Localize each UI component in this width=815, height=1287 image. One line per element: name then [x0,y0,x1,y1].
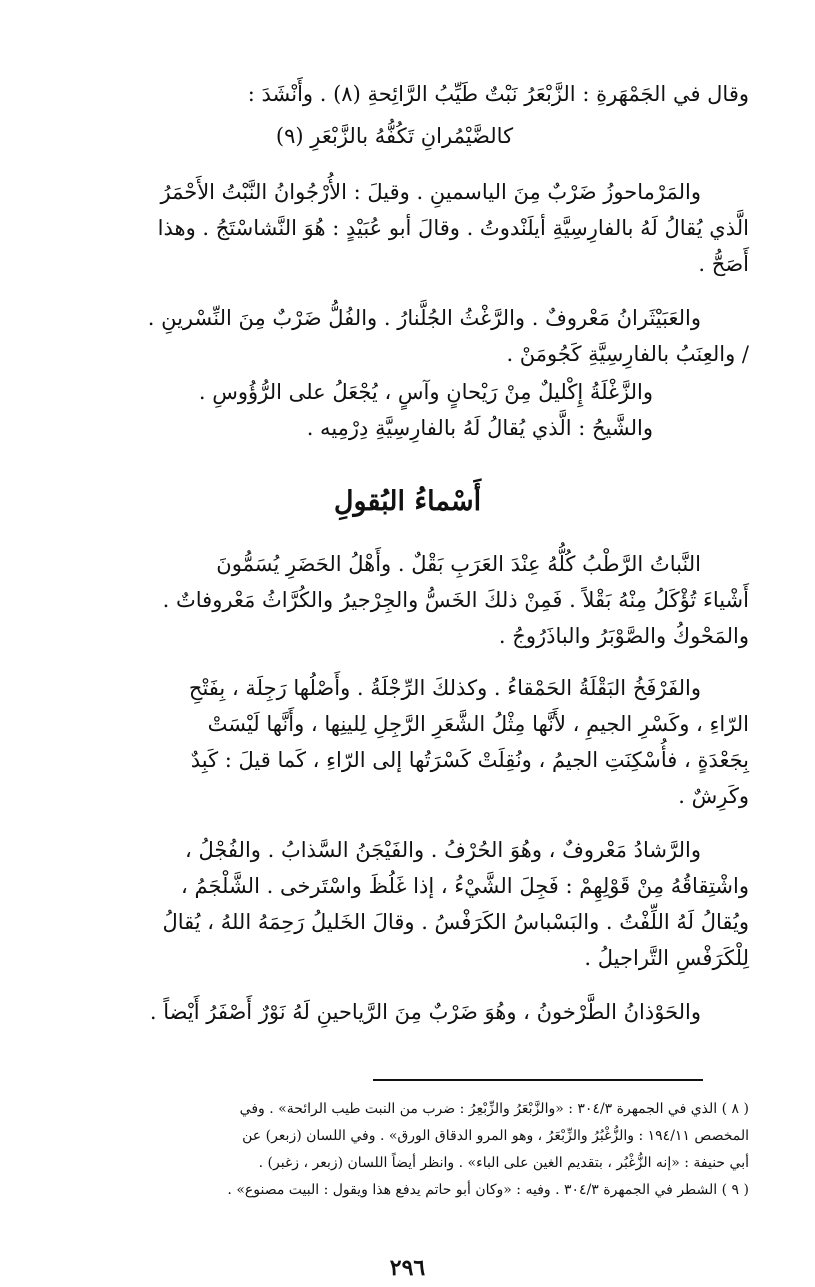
footnote-line: أبي حنيفة : «إنه الزُّغْبُر ، بتقديم الغين على الباء» . وانظر أيضاً اللسان (زبعر ، زغبر) . [258,1155,749,1171]
paragraph-4 [40,546,749,654]
paragraph-2 [40,300,749,372]
text-line: والزَّغْلَةُ إِكْليلٌ مِنْ رَيْحانٍ وآسٍ ، يُجْعَلُ على الرُّؤُوسِ . [198,380,653,404]
text-line: لِلْكَرَفْسِ التَّراجيلُ . [584,946,749,970]
text-line: والعَبَيْثَرانُ مَعْروفٌ . والرَّغْثُ الجُلَّنارُ . والفُلُّ ضَرْبٌ مِنَ النِّسْرينِ . [147,306,701,330]
poetry-verse: كالضَّيْمُرانِ تَكُفُّهُ بالزَّبْعَرِ (٩) [275,124,514,148]
section-title: أَسْماءُ البُقولِ [333,486,482,517]
text-line: والفَرْفَخُ البَقْلَةُ الحَمْقاءُ . وكذلكَ الرِّجْلَةُ . وأَصْلُها رَجِلَة ، بِفَتْحِ [188,676,701,700]
text-line: والحَوْذانُ الطَّرْخونُ ، وهُوَ ضَرْبٌ مِنَ الرَّياحينِ لَهُ نَوْرٌ أَصْفَرُ أَيْضاً . [149,1000,701,1024]
text-line: أَشْياءَ تُؤْكَلُ مِنْهُ بَقْلاً . فَمِنْ ذلكَ الخَسُّ والجِرْجيرُ والكُرَّاثُ مَعْروفاتٌ . [162,588,749,612]
footnote-line: ( ٩ ) الشطر في الجمهرة ٣٠٤/٣ . وفيه : «وكان أبو حاتم يدفع هذا ويقول : البيت مصنوع» . [227,1182,749,1198]
paragraph-1 [40,174,749,282]
paragraph-6 [40,832,749,976]
text-line: والمَرْماحوزُ ضَرْبٌ مِنَ الياسمينِ . وقيلَ : الأُرْجُوانُ النَّبْتُ الأَحْمَرُ [160,180,701,204]
text-line: والرَّشادُ مَعْروفٌ ، وهُوَ الحُرْفُ . والفَيْجَنُ السَّذابُ . والفُجْلُ ، [185,838,701,862]
text-line: أَصَحُّ . [698,252,749,276]
text-line: الَّذي يُقالُ لَهُ بالفارِسِيَّةِ أيلَنْدوتُ . وقالَ أبو عُبَيْدٍ : هُوَ النَّشاسْتَجُ . وهذا [157,216,749,240]
text-line: والشَّيحُ : الَّذي يُقالُ لَهُ بالفارِسِيَّةِ دِرْمِيه . [306,416,653,440]
text-line: والمَحْوكُ والصَّوْبَرُ والباذَرُوجُ . [498,624,749,648]
paragraph-7 [40,994,749,1030]
text-line: واشْتِقاقُهُ مِنْ قَوْلِهِمْ : فَجِلَ الشَّيْءُ ، إذا غَلُظَ واسْتَرخى . الشَّلْجَمُ ، [181,874,749,898]
intro-line [40,76,749,112]
text-line: وكَرِشٌ . [678,784,749,808]
paragraph-3 [40,374,749,446]
footnote-line: المخصص ١٩٤/١١ : والزُّغْبُرُ والزِّبْعَرُ ، وهو المرو الدقاق الورق» . وفي اللسان (زبعر) عن [242,1128,749,1144]
page-number: ٢٩٦ [389,1255,426,1281]
footnote-line: ( ٨ ) الذي في الجمهرة ٣٠٤/٣ : «والزَّبْعَرُ والزِّبْعِرُ : ضرب من النبت طيب الرائحة» . وفي [239,1101,749,1117]
text-line: الرّاءِ ، وكَسْرِ الجيمِ ، لأَنَّها مِثْلُ الشَّعَرِ الرَّجِلِ لِلينِها ، وأَنَّها لَيْسَتْ [207,712,749,736]
text-line: ويُقالُ لَهُ اللِّفْتُ . والبَسْباسُ الكَرَفْسُ . وقالَ الخَليلُ رَحِمَهُ اللهُ ، يُقالُ [162,910,749,934]
footnote-divider [373,1079,703,1081]
paragraph-5 [40,670,749,814]
text-line: بِجَعْدَةٍ ، فأُسْكِنَتِ الجيمُ ، ونُقِلَتْ كَسْرَتُها إلى الرّاءِ ، كَما قيلَ : كَبِدٌ [190,748,749,772]
text-line: / والعِنَبُ بالفارِسِيَّةِ كَجُومَنْ . [506,342,749,366]
text-line: وقال في الجَمْهَرةِ : الزَّبْعَرُ نَبْتٌ طَيِّبُ الرَّائِحةِ (٨) . وأَنْشَدَ : [247,82,749,106]
footnotes [40,1096,749,1204]
text-line: النَّباتُ الرَّطْبُ كُلُّهُ عِنْدَ العَرَبِ بَقْلٌ . وأَهْلُ الحَضَرِ يُسَمُّونَ [216,552,701,576]
